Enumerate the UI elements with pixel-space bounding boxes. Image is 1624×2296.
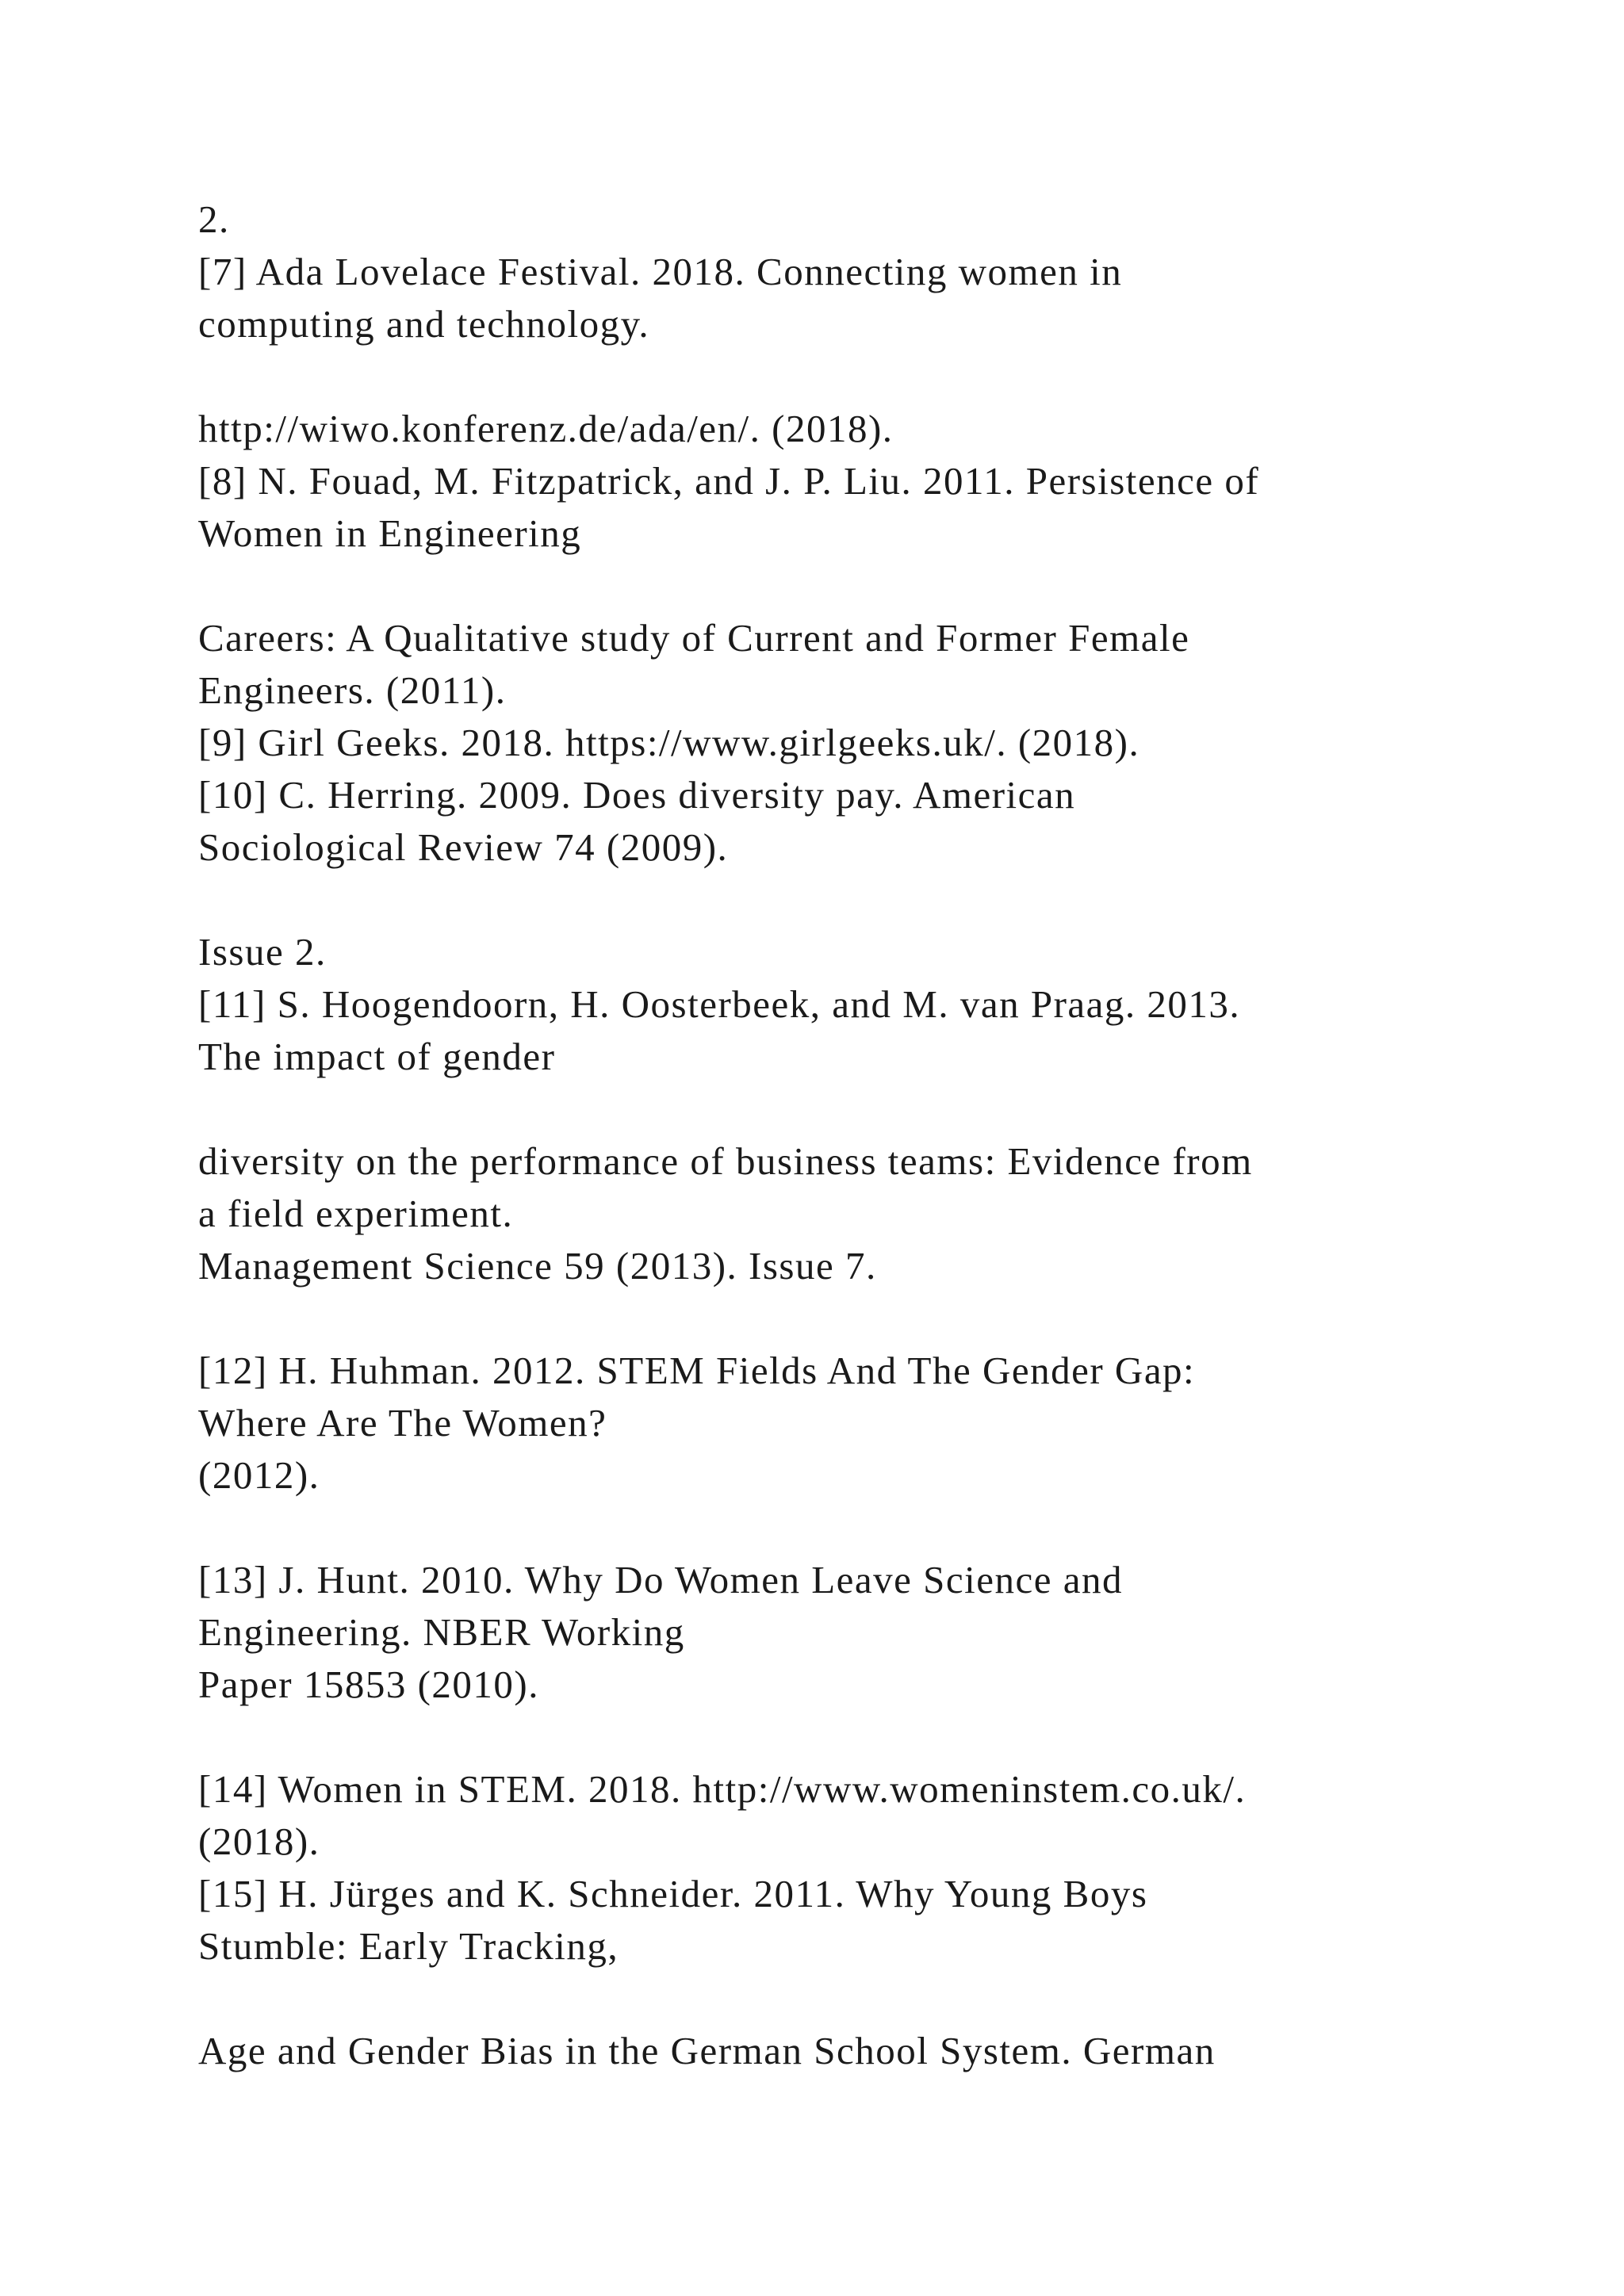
reference-8-line-1: [8] N. Fouad, M. Fitzpatrick, and J. P. Liu. 2011. Persistence of: [198, 459, 1260, 503]
reference-7-line-2: computing and technology.: [198, 302, 650, 346]
blank-line: [198, 1292, 1546, 1345]
reference-11-line-4: a field experiment.: [198, 1192, 514, 1235]
reference-8-line-2: Women in Engineering: [198, 511, 582, 555]
reference-7-url: http://wiwo.konferenz.de/ada/en/. (2018).: [198, 407, 894, 450]
reference-11-line-3: diversity on the performance of business teams: Evidence from: [198, 1139, 1253, 1183]
reference-14-line-1: [14] Women in STEM. 2018. http://www.womeninstem.co.uk/.: [198, 1767, 1247, 1811]
reference-7-line-1: [7] Ada Lovelace Festival. 2018. Connecting women in: [198, 250, 1123, 293]
reference-15-line-2: Stumble: Early Tracking,: [198, 1924, 619, 1968]
blank-line: [198, 560, 1546, 612]
reference-8-line-3: Careers: A Qualitative study of Current and Former Female: [198, 616, 1190, 660]
reference-11-line-2: The impact of gender: [198, 1035, 556, 1078]
blank-line: [198, 874, 1546, 926]
blank-line: [198, 350, 1546, 403]
reference-13-line-1: [13] J. Hunt. 2010. Why Do Women Leave Science and: [198, 1558, 1124, 1601]
reference-13-line-2: Engineering. NBER Working: [198, 1610, 685, 1654]
blank-line: [198, 1711, 1546, 1763]
reference-15-line-1: [15] H. Jürges and K. Schneider. 2011. Why Young Boys: [198, 1872, 1148, 1915]
blank-line: [198, 1083, 1546, 1135]
reference-10-line-2: Sociological Review 74 (2009).: [198, 825, 729, 869]
reference-11-line-1: [11] S. Hoogendoorn, H. Oosterbeek, and M. van Praag. 2013.: [198, 982, 1241, 1026]
blank-line: [198, 1502, 1546, 1554]
reference-12-line-2: Where Are The Women?: [198, 1401, 607, 1445]
reference-8-line-4: Engineers. (2011).: [198, 668, 507, 712]
reference-list: [198, 193, 1546, 2077]
reference-9: [9] Girl Geeks. 2018. https://www.girlgeeks.uk/. (2018).: [198, 721, 1140, 764]
reference-10-line-3: Issue 2.: [198, 930, 327, 974]
reference-12-line-1: [12] H. Huhman. 2012. STEM Fields And The Gender Gap:: [198, 1349, 1196, 1392]
reference-15-line-3: Age and Gender Bias in the German School System. German: [198, 2029, 1216, 2072]
reference-12-line-3: (2012).: [198, 1453, 320, 1497]
reference-11-line-5: Management Science 59 (2013). Issue 7.: [198, 1244, 877, 1288]
reference-10-line-1: [10] C. Herring. 2009. Does diversity pay. American: [198, 773, 1076, 817]
blank-line: [198, 1973, 1546, 2025]
text-line: 2.: [198, 197, 230, 241]
reference-14-line-2: (2018).: [198, 1820, 320, 1863]
reference-13-line-3: Paper 15853 (2010).: [198, 1663, 539, 1706]
